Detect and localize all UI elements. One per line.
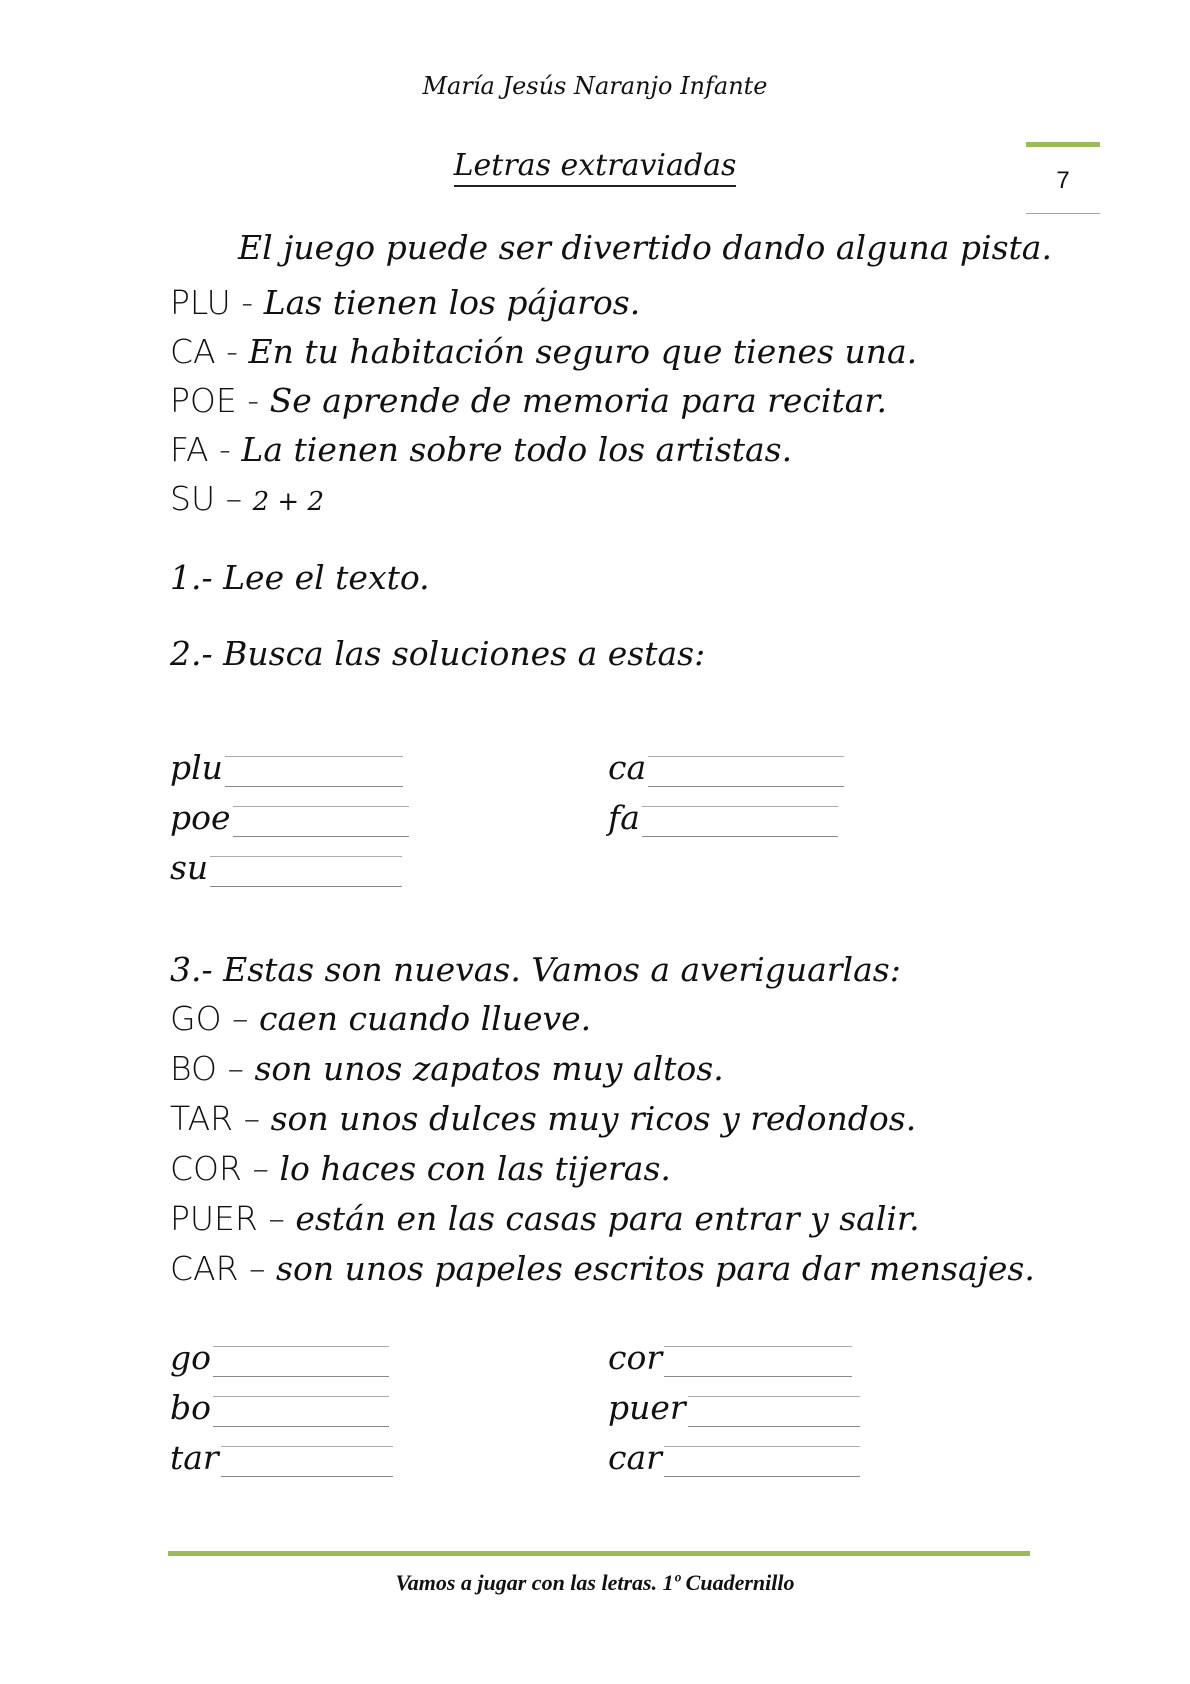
answer-blank[interactable] (664, 1346, 852, 1377)
answer-row: car (608, 1438, 860, 1477)
answer-row: su (170, 848, 402, 887)
clue-line: CA - En tu habitación seguro que tienes una. (170, 332, 918, 371)
clue-line: FA - La tienen sobre todo los artistas. (170, 430, 793, 469)
intro-text: El juego puede ser divertido dando alguna pista. (238, 228, 1052, 267)
answer-blank[interactable] (233, 806, 409, 837)
answer-row: poe (170, 798, 409, 837)
clue-line: CAR – son unos papeles escritos para dar mensajes. (170, 1249, 1035, 1288)
clue-line: PLU - Las tienen los pájaros. (170, 283, 641, 322)
footer-text: Vamos a jugar con las letras. 1º Cuadernillo (395, 1570, 795, 1595)
answer-blank[interactable] (221, 1446, 393, 1477)
clue-line: COR – lo haces con las tijeras. (170, 1149, 671, 1188)
clue-line: POE - Se aprende de memoria para recitar. (170, 381, 888, 420)
step-1: 1.- Lee el texto. (170, 558, 430, 597)
clue-line: TAR – son unos dulces muy ricos y redondos. (170, 1099, 917, 1138)
page-title-text: Letras extraviadas (454, 148, 737, 187)
clue-line: BO – son unos zapatos muy altos. (170, 1049, 724, 1088)
answer-blank[interactable] (648, 756, 844, 787)
footer-divider (168, 1551, 1030, 1556)
answer-blank[interactable] (213, 1396, 389, 1427)
answer-row: go (170, 1338, 389, 1377)
step-3: 3.- Estas son nuevas. Vamos a averiguarlas: (170, 950, 901, 989)
answer-row: ca (608, 748, 844, 787)
answer-blank[interactable] (210, 856, 402, 887)
answer-row: plu (170, 748, 403, 787)
answer-blank[interactable] (225, 756, 403, 787)
answer-row: bo (170, 1388, 389, 1427)
answer-row: puer (608, 1388, 860, 1427)
page-title (0, 148, 1190, 183)
answer-row: cor (608, 1338, 852, 1377)
clue-line: SU – 2 + 2 (170, 479, 324, 518)
page-number: 7 (1056, 167, 1070, 194)
answer-blank[interactable] (688, 1396, 860, 1427)
answer-row: tar (170, 1438, 393, 1477)
answer-row: fa (608, 798, 838, 837)
clue-line: GO – caen cuando llueve. (170, 999, 592, 1038)
author-name: María Jesús Naranjo Infante (422, 72, 768, 100)
page-number-box (1026, 142, 1100, 214)
clue-line: PUER – están en las casas para entrar y salir. (170, 1199, 920, 1238)
step-2: 2.- Busca las soluciones a estas: (170, 634, 706, 673)
answer-blank[interactable] (664, 1446, 860, 1477)
answer-blank[interactable] (642, 806, 838, 837)
answer-blank[interactable] (213, 1346, 389, 1377)
